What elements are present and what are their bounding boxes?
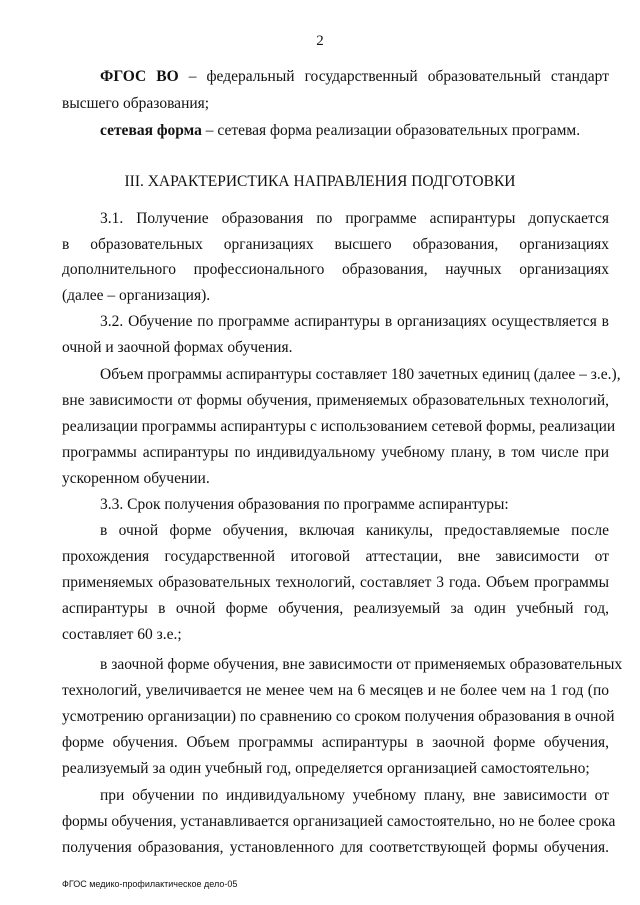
text-line: очной и заочной формах обучения. — [62, 339, 293, 356]
text-line: 3.3. Срок получения образования по программе аспирантуры: — [100, 496, 509, 513]
text-line: в очной форме обучения, включая каникулы, предоставляемые после — [100, 522, 609, 539]
page-number: 2 — [316, 33, 324, 49]
text-line: вне зависимости от формы обучения, применяемых образовательных технологий, — [62, 392, 609, 409]
text-line: реализуемый за один учебный год, определяется организацией самостоятельно; — [62, 760, 590, 777]
text-line: реализации программы аспирантуры с использованием сетевой формы, реализации — [62, 418, 616, 435]
text-line: дополнительного профессионального образования, научных организациях — [62, 261, 609, 278]
definition-text: – сетевая форма реализации образовательных программ. — [201, 122, 581, 139]
definition-term: сетевая форма — [100, 122, 202, 139]
text-line: в образовательных организациях высшего образования, организациях — [62, 236, 609, 253]
text-line: технологий, увеличивается не менее чем на 6 месяцев и не более чем на 1 год (по — [62, 682, 609, 699]
text-line: применяемых образовательных технологий, составляет 3 года. Объем программы — [62, 574, 609, 591]
text-line: усмотрению организации) по сравнению со сроком получения образования в очной — [62, 708, 615, 725]
text-line: ускоренном обучении. — [62, 470, 210, 487]
text-line: получения образования, установленного для соответствующей формы обучения. — [62, 839, 609, 856]
text-line: программы аспирантуры по индивидуальному учебному плану, в том числе при — [62, 444, 609, 461]
definition-text: – федеральный государственный образовательный стандарт — [178, 68, 609, 85]
text-line: Объем программы аспирантуры составляет 180 зачетных единиц (далее – з.е.), — [100, 366, 621, 383]
definition-network-form — [100, 122, 640, 140]
section-heading: III. ХАРАКТЕРИСТИКА НАПРАВЛЕНИЯ ПОДГОТОВКИ — [124, 173, 516, 190]
text-line: составляет 60 з.е.; — [62, 626, 182, 643]
definition-fgos-cont: высшего образования; — [62, 95, 210, 112]
text-line: формы обучения, устанавливается организацией самостоятельно, но не более срока — [62, 813, 616, 830]
definition-term: ФГОС ВО — [100, 68, 179, 85]
text-line: форме обучения. Объем программы аспирантуры в заочной форме обучения, — [62, 734, 609, 751]
text-line: аспирантуры в очной форме обучения, реализуемый за один учебный год, — [62, 600, 609, 617]
definition-fgos — [100, 68, 609, 86]
text-line: (далее – организация). — [62, 287, 211, 304]
text-line: в заочной форме обучения, вне зависимости от применяемых образовательных — [100, 656, 623, 673]
footer-label: ФГОС медико-профилактическое дело-05 — [62, 879, 238, 889]
text-line: прохождения государственной итоговой аттестации, вне зависимости от — [62, 548, 609, 565]
text-line: 3.1. Получение образования по программе аспирантуры допускается — [100, 210, 609, 227]
text-line: при обучении по индивидуальному учебному плану, вне зависимости от — [100, 787, 609, 804]
text-line: 3.2. Обучение по программе аспирантуры в организациях осуществляется в — [100, 313, 609, 330]
